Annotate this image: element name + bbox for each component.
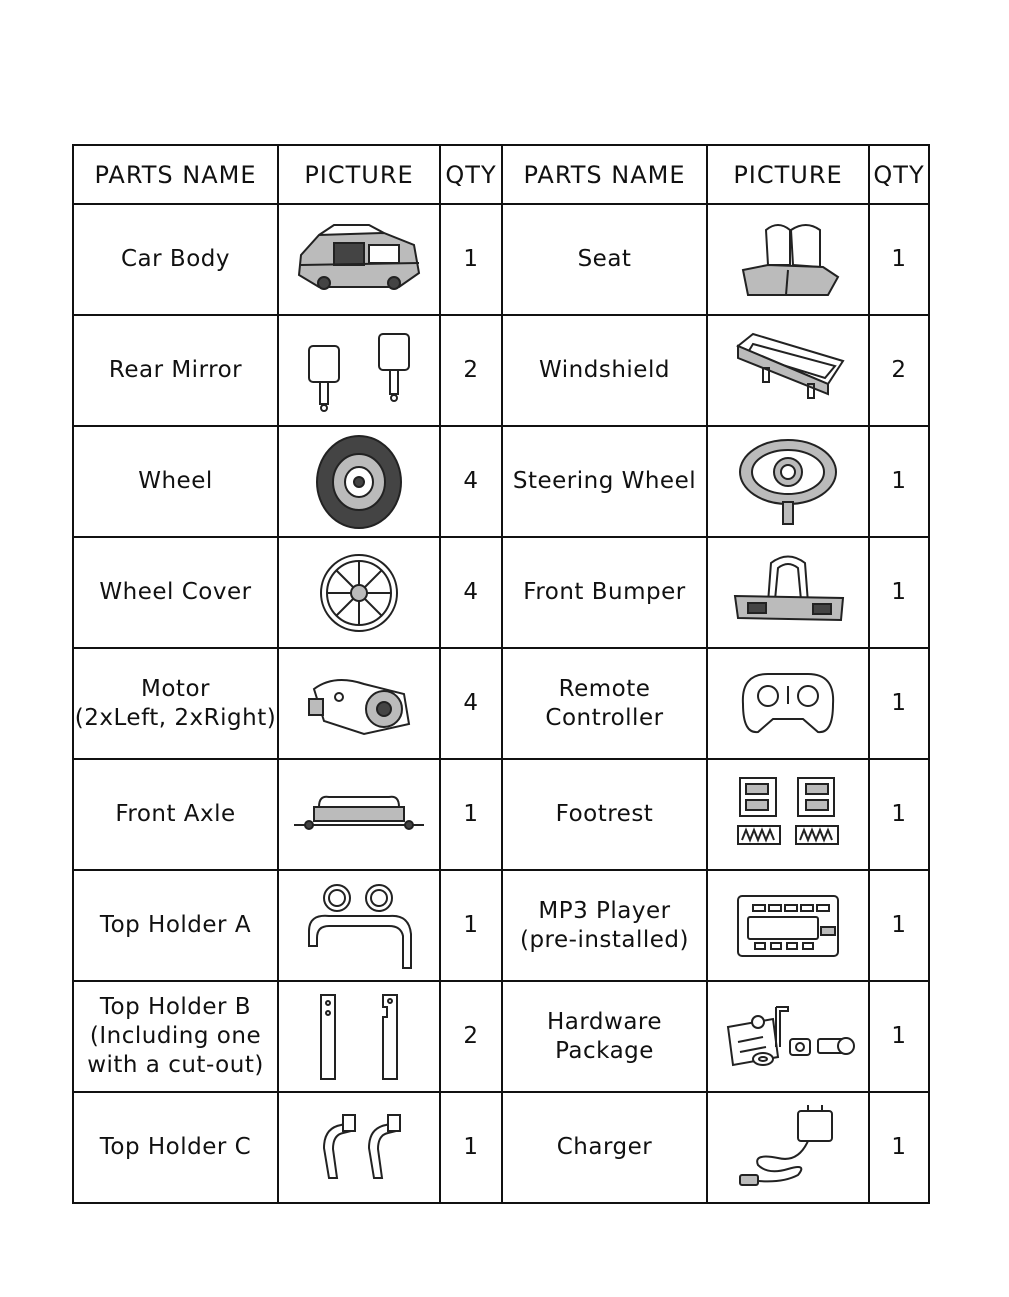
- part-qty: 4: [440, 426, 502, 537]
- table-row: [73, 537, 929, 648]
- part-picture: [278, 204, 440, 315]
- part-qty: 1: [869, 537, 929, 648]
- front-axle-icon: [289, 785, 429, 845]
- wheel-cover-icon: [309, 543, 409, 643]
- rear-mirror-icon: [294, 326, 424, 416]
- part-qty: 1: [440, 759, 502, 870]
- header-parts-name: PARTS NAME: [502, 145, 707, 204]
- part-picture: [278, 537, 440, 648]
- seat-icon: [728, 215, 848, 305]
- part-name: MP3 Player (pre-installed): [502, 870, 707, 981]
- part-name: Seat: [502, 204, 707, 315]
- part-qty: 1: [869, 759, 929, 870]
- part-name: Front Axle: [73, 759, 278, 870]
- part-qty: 1: [440, 204, 502, 315]
- wheel-icon: [309, 432, 409, 532]
- part-name: Wheel Cover: [73, 537, 278, 648]
- part-name: Windshield: [502, 315, 707, 426]
- header-row: [73, 145, 929, 204]
- part-qty: 1: [869, 648, 929, 759]
- part-picture: [707, 981, 869, 1092]
- part-picture: [278, 1092, 440, 1203]
- part-qty: 2: [440, 981, 502, 1092]
- part-qty: 1: [869, 204, 929, 315]
- part-picture: [278, 315, 440, 426]
- top-holder-a-icon: [299, 876, 419, 976]
- table-row: [73, 648, 929, 759]
- part-name: Top Holder B (Including one with a cut-out): [73, 981, 278, 1092]
- parts-list-table: [72, 144, 930, 1204]
- table-row: [73, 426, 929, 537]
- top-holder-b-icon: [299, 987, 419, 1087]
- part-qty: 4: [440, 648, 502, 759]
- part-qty: 1: [440, 1092, 502, 1203]
- part-qty: 1: [869, 981, 929, 1092]
- part-name: Rear Mirror: [73, 315, 278, 426]
- part-picture: [707, 1092, 869, 1203]
- part-name: Top Holder C: [73, 1092, 278, 1203]
- part-name: Charger: [502, 1092, 707, 1203]
- part-qty: 1: [440, 870, 502, 981]
- part-qty: 2: [869, 315, 929, 426]
- part-picture: [278, 759, 440, 870]
- table-row: [73, 204, 929, 315]
- motor-icon: [294, 659, 424, 749]
- mp3-player-icon: [733, 891, 843, 961]
- part-name: Steering Wheel: [502, 426, 707, 537]
- part-picture: [278, 648, 440, 759]
- header-picture: PICTURE: [278, 145, 440, 204]
- part-picture: [707, 537, 869, 648]
- part-qty: 2: [440, 315, 502, 426]
- hardware-package-icon: [718, 997, 858, 1077]
- header-qty: QTY: [440, 145, 502, 204]
- part-picture: [707, 648, 869, 759]
- charger-icon: [728, 1103, 848, 1193]
- table-row: [73, 870, 929, 981]
- part-picture: [278, 981, 440, 1092]
- table-row: [73, 759, 929, 870]
- part-name: Top Holder A: [73, 870, 278, 981]
- part-name: Car Body: [73, 204, 278, 315]
- part-picture: [278, 426, 440, 537]
- table-row: [73, 1092, 929, 1203]
- part-name: Front Bumper: [502, 537, 707, 648]
- part-name: Wheel: [73, 426, 278, 537]
- part-picture: [707, 870, 869, 981]
- front-bumper-icon: [723, 548, 853, 638]
- car-body-icon: [289, 215, 429, 305]
- part-qty: 1: [869, 1092, 929, 1203]
- steering-wheel-icon: [728, 432, 848, 532]
- part-picture: [707, 315, 869, 426]
- table-row: [73, 981, 929, 1092]
- footrest-icon: [728, 770, 848, 860]
- table-row: [73, 315, 929, 426]
- part-picture: [707, 759, 869, 870]
- windshield-icon: [723, 326, 853, 416]
- part-qty: 4: [440, 537, 502, 648]
- part-qty: 1: [869, 426, 929, 537]
- part-name: Footrest: [502, 759, 707, 870]
- part-picture: [278, 870, 440, 981]
- part-name: Hardware Package: [502, 981, 707, 1092]
- remote-controller-icon: [733, 664, 843, 744]
- part-picture: [707, 426, 869, 537]
- header-parts-name: PARTS NAME: [73, 145, 278, 204]
- part-picture: [707, 204, 869, 315]
- part-qty: 1: [869, 870, 929, 981]
- part-name: Motor (2xLeft, 2xRight): [73, 648, 278, 759]
- header-qty: QTY: [869, 145, 929, 204]
- top-holder-c-icon: [299, 1103, 419, 1193]
- part-name: Remote Controller: [502, 648, 707, 759]
- header-picture: PICTURE: [707, 145, 869, 204]
